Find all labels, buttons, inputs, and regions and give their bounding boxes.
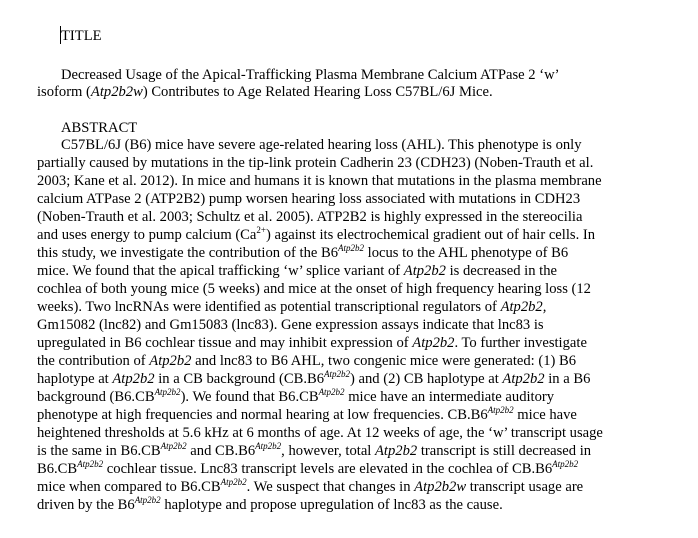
abstract-line: background $(B6.CB^{Atp2b2})$. We found that $B6.CB^{Atp2b2}$ mice have an intermediate auditory bbox=[37, 387, 555, 405]
abstract-line: calcium ATPase 2 (ATP2B2) pump worsen hearing loss associated with mutations in CDH23 bbox=[37, 191, 581, 207]
abstract-line: $B6.CB^{Atp2b2}$ cochlear tissue. Lnc83 transcript levels are elevated in the cochlea of $CB.B6^{Atp2b2}$ bbox=[37, 459, 579, 477]
abstract-line: heightened thresholds at 5.6 kHz at 6 months of age. At 12 weeks of age, the ‘w’ transcript usage bbox=[37, 425, 603, 441]
abstract-line: weeks). Two lncRNAs were identified as potential transcriptional regulators of Atp2b2, bbox=[37, 299, 547, 315]
abstract-line: cochlea of both young mice (5 weeks) and mice at the onset of high frequency hearing loss (12 bbox=[37, 281, 591, 297]
abstract-line: 2003; Kane et al. 2012). In mice and humans it is known that mutations in the plasma membrane bbox=[37, 173, 602, 189]
section-heading-title: TITLE bbox=[61, 28, 102, 44]
abstract-line: C57BL/6J (B6) mice have severe age-related hearing loss (AHL). This phenotype is only bbox=[61, 137, 582, 153]
abstract-line: haplotype at Atp2b2 in a CB background $(CB.B6^{Atp2b2})$ and (2) CB haplotype at Atp2b2 in a B6 bbox=[37, 369, 591, 387]
abstract-heading: ABSTRACT bbox=[61, 120, 138, 136]
abstract-line: upregulated in B6 cochlear tissue and may inhibit expression of Atp2b2. To further investigate bbox=[37, 335, 587, 351]
paper-title-line-1: Decreased Usage of the Apical-Trafficking Plasma Membrane Calcium ATPase 2 ‘w’ bbox=[61, 67, 560, 83]
abstract-line: Gm15082 (lnc82) and Gm15083 (lnc83). Gene expression assays indicate that lnc83 is bbox=[37, 317, 544, 333]
abstract-line: this study, we investigate the contribution of the $B6^{Atp2b2}$ locus to the AHL phenotype of B6 bbox=[37, 243, 569, 261]
abstract-line: mice. We found that the apical trafficking ‘w’ splice variant of Atp2b2 is decreased in the bbox=[37, 263, 557, 279]
abstract-line: partially caused by mutations in the tip-link protein Cadherin 23 (CDH23) (Noben-Trauth et al. bbox=[37, 155, 594, 171]
paper-title-line-2: isoform (Atp2b2w) Contributes to Age Related Hearing Loss C57BL/6J Mice. bbox=[37, 84, 493, 100]
abstract-line: (Noben-Trauth et al. 2003; Schultz et al. 2005). ATP2B2 is highly expressed in the stereocilia bbox=[37, 209, 583, 225]
abstract-line: driven by the $B6^{Atp2b2}$ haplotype and propose upregulation of lnc83 as the cause. bbox=[37, 495, 503, 513]
abstract-line: phenotype at high frequencies and normal hearing at low frequencies. $CB.B6^{Atp2b2}$ mice have bbox=[37, 405, 577, 423]
abstract-line: and uses energy to pump calcium $(Ca^{2+})$ against its electrochemical gradient out of hair cells. In bbox=[37, 225, 596, 243]
abstract-line: mice when compared to $B6.CB^{Atp2b2}$. We suspect that changes in Atp2b2w transcript usage are bbox=[37, 477, 584, 495]
abstract-line: is the same in $B6.CB^{Atp2b2}$ and $CB.B6^{Atp2b2}$, however, total Atp2b2 transcript is still decreased in bbox=[37, 441, 592, 459]
abstract-line: the contribution of Atp2b2 and lnc83 to B6 AHL, two congenic mice were generated: (1) B6 bbox=[37, 353, 577, 369]
